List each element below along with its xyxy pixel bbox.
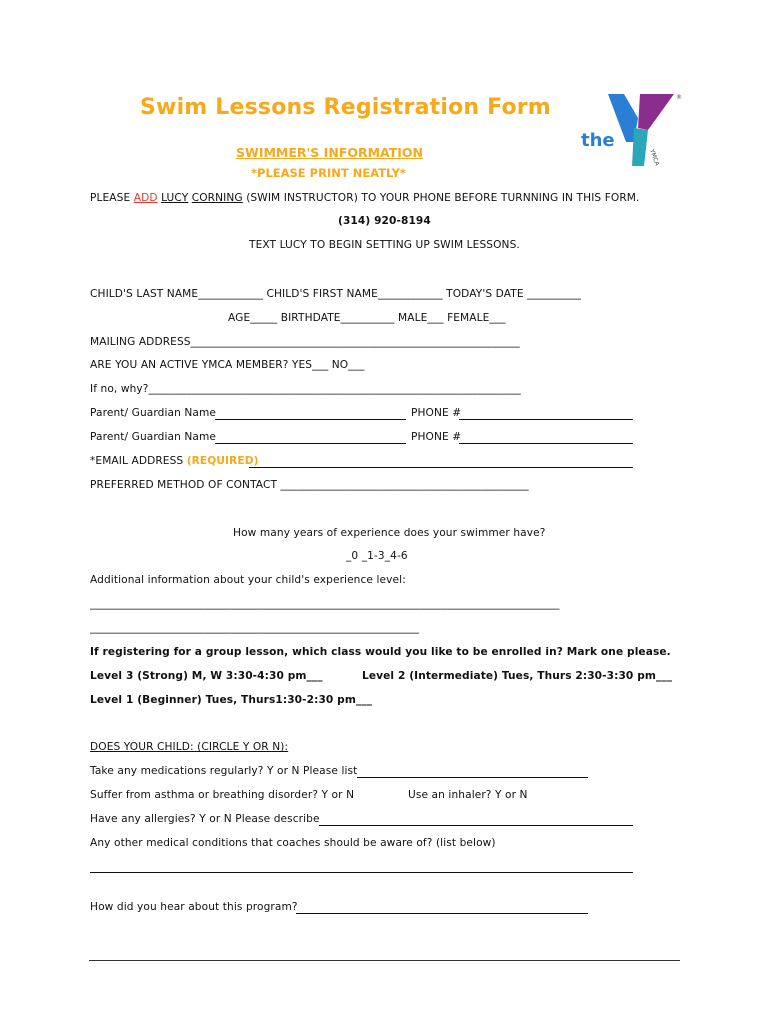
instruction-rest: (SWIM INSTRUCTOR) TO YOUR PHONE BEFORE TURNNING IN THIS FORM. [242,192,640,204]
form-title: Swim Lessons Registration Form [140,95,551,120]
email-line[interactable] [249,467,633,468]
additional-info-line-1[interactable]: _______________________________________________________________________________________ [90,598,560,610]
ymca-member-field[interactable]: ARE YOU AN ACTIVE YMCA MEMBER? YES___ NO___ [90,359,365,371]
email-label-text: *EMAIL ADDRESS [90,455,187,467]
other-conditions-line[interactable] [90,872,633,873]
level-2-option[interactable]: Level 2 (Intermediate) Tues, Thurs 2:30-3:30 pm___ [362,670,673,682]
guardian-name-label-2: Parent/ Guardian Name [90,431,217,443]
group-lesson-prompt: If registering for a group lesson, which class would you like to be enrolled in? Mark one please. [90,646,671,658]
instructor-phone: (314) 920-8194 [338,215,431,227]
phone-label-1: PHONE # [411,407,462,419]
inhaler-label[interactable]: Use an inhaler? Y or N [408,789,528,801]
footer-divider [89,960,680,961]
other-conditions-label: Any other medical conditions that coaches should be aware of? (list below) [90,837,496,849]
medications-line[interactable] [357,777,588,778]
medical-heading: DOES YOUR CHILD: (CIRCLE Y OR N): [90,741,289,753]
phone-line-1[interactable] [459,419,633,420]
phone-line-2[interactable] [459,443,633,444]
instruction-line [90,192,640,204]
print-neatly-note: *PLEASE PRINT NEATLY* [251,166,406,180]
ymca-logo [578,90,682,170]
age-birthdate-gender-fields[interactable]: AGE_____ BIRTHDATE__________ MALE___ FEMALE___ [228,312,506,324]
logo-text: the [581,130,615,151]
level-1-option[interactable]: Level 1 (Beginner) Tues, Thurs1:30-2:30 pm___ [90,694,373,706]
text-lucy-instruction: TEXT LUCY TO BEGIN SETTING UP SWIM LESSONS. [249,239,520,251]
additional-info-line-2[interactable]: _____________________________________________________________ [90,622,420,634]
guardian-name-label-1: Parent/ Guardian Name [90,407,217,419]
phone-label-2: PHONE # [411,431,462,443]
child-name-date-fields[interactable]: CHILD'S LAST NAME____________ CHILD'S FIRST NAME____________ TODAY'S DATE __________ [90,288,582,300]
guardian-name-line-2[interactable] [215,443,406,444]
logo-small-text: YMCA [648,148,661,167]
experience-question: How many years of experience does your swimmer have? [233,527,546,539]
logo-registered-mark: ® [676,94,682,101]
hear-about-line[interactable] [296,913,588,914]
instruction-corning: CORNING [191,192,243,204]
hear-about-label: How did you hear about this program? [90,901,298,913]
section-heading: SWIMMER'S INFORMATION [236,145,423,160]
preferred-contact-field[interactable]: PREFERRED METHOD OF CONTACT ______________________________________________ [90,479,529,491]
level-3-option[interactable]: Level 3 (Strong) M, W 3:30-4:30 pm___ [90,670,323,682]
if-no-why-field[interactable]: If no, why?_____________________________________________________________________ [90,383,521,395]
medications-label: Take any medications regularly? Y or N Please list [90,765,358,777]
mailing-address-field[interactable]: MAILING ADDRESS_____________________________________________________________ [90,336,520,348]
instruction-please: PLEASE [90,192,134,204]
additional-info-label: Additional information about your child's experience level: [90,574,406,586]
ymca-logo-icon [578,90,682,170]
allergies-label: Have any allergies? Y or N Please describe [90,813,320,825]
asthma-label[interactable]: Suffer from asthma or breathing disorder? Y or N [90,789,355,801]
instruction-lucy: LUCY [161,192,189,204]
allergies-line[interactable] [319,825,633,826]
email-label [90,455,259,467]
email-required-label: (REQUIRED) [186,455,259,467]
instruction-add: ADD [133,192,158,204]
experience-options[interactable]: _0 _1-3_4-6 [346,550,408,562]
guardian-name-line-1[interactable] [215,419,406,420]
